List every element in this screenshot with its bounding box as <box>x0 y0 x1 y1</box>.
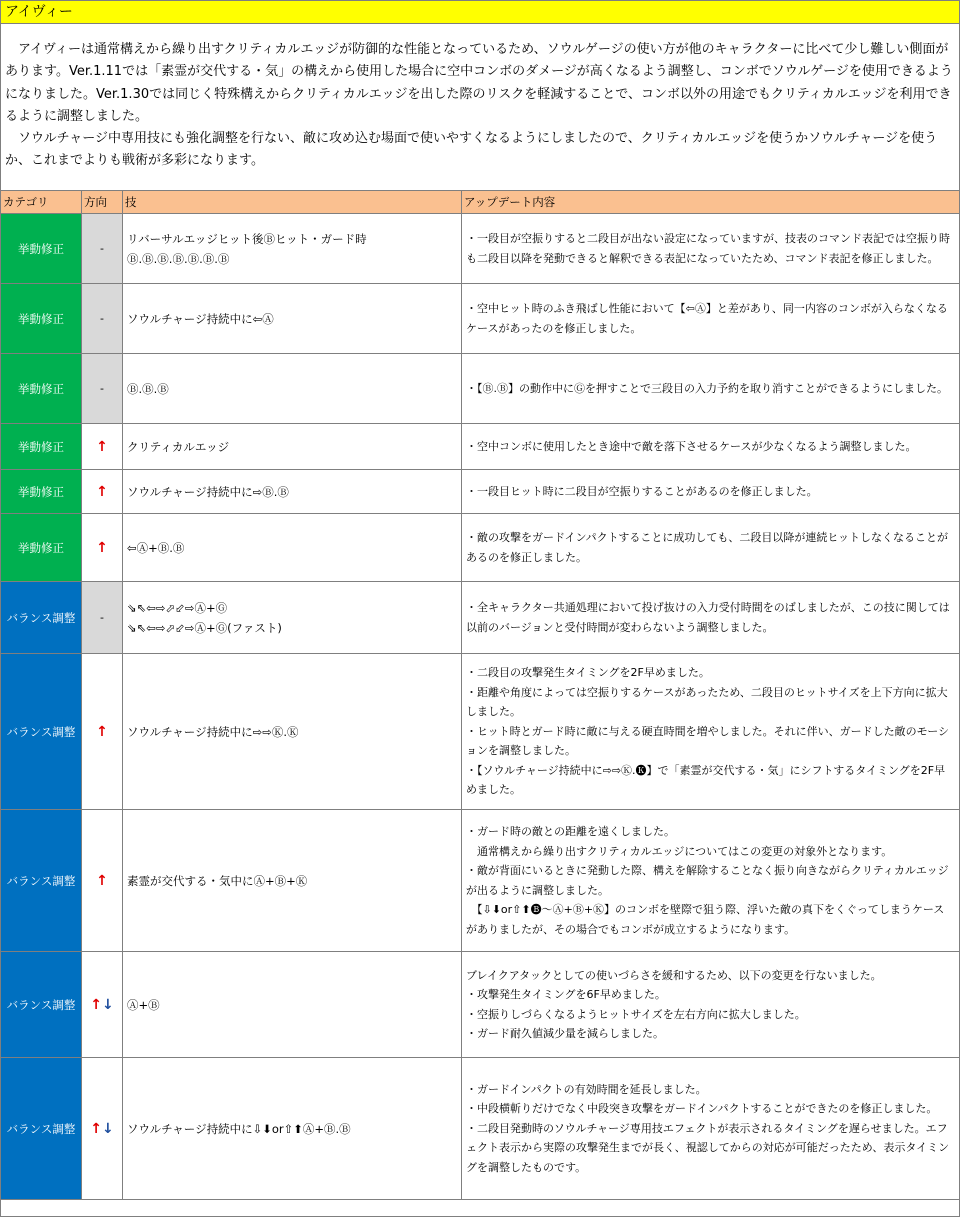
update-cell <box>462 1058 960 1200</box>
move-cell <box>123 424 462 470</box>
category-cell: バランス調整 <box>1 582 82 654</box>
update-cell <box>462 424 960 470</box>
arrow-up-icon: ↑ <box>96 872 108 889</box>
dash-icon: - <box>100 312 104 325</box>
arrow-up-icon: ↑ <box>96 483 108 500</box>
update-line: ・空中コンボに使用したとき途中で敵を落下させるケースが少なくなるよう調整しました。 <box>466 439 917 453</box>
move-line: リバーサルエッジヒット後Ⓑヒット・ガード時Ⓑ.Ⓑ.Ⓑ.Ⓑ.Ⓑ.Ⓑ.Ⓑ <box>127 231 367 266</box>
update-line: ・距離や角度によっては空振りするケースがあったため、二段目のヒットサイズを上下方向に拡大しました。 <box>466 685 948 719</box>
section-title: アイヴィー <box>1 1 959 24</box>
move-line: ソウルチャージ持続中に⇩⬇or⇧⬆Ⓐ+Ⓑ.Ⓑ <box>127 1121 351 1136</box>
move-cell <box>123 470 462 514</box>
header-direction: 方向 <box>82 191 123 214</box>
move-cell <box>123 952 462 1058</box>
update-line: ・敵が背面にいるときに発動した際、構えを解除することなく振り向きながらクリティカルエッジが出るように調整しました。 <box>466 864 949 897</box>
update-cell <box>462 284 960 354</box>
update-line: ・攻撃発生タイミングを6F早めました。 <box>466 988 666 1001</box>
move-cell <box>123 810 462 952</box>
arrow-down-icon: ↓ <box>102 996 114 1013</box>
update-line: ・ガードインパクトの有効時間を延長しました。 <box>466 1082 707 1096</box>
move-line: ソウルチャージ持続中に⇦Ⓐ <box>127 311 274 326</box>
update-line: ・敵の攻撃をガードインパクトすることに成功しても、二段目以降が連続ヒットしなくなることがあるのを修正しました。 <box>466 531 949 564</box>
direction-cell <box>82 214 123 284</box>
direction-cell <box>82 470 123 514</box>
move-cell <box>123 1058 462 1200</box>
move-line: ソウルチャージ持続中に⇨⇨Ⓚ.Ⓚ <box>127 724 299 739</box>
intro-text <box>1 24 959 189</box>
category-cell: 挙動修正 <box>1 424 82 470</box>
direction-cell <box>82 1058 123 1200</box>
move-cell <box>123 514 462 582</box>
update-line: ・ガード耐久値減少量を減らしました。 <box>466 1027 664 1040</box>
move-cell <box>123 284 462 354</box>
category-cell: 挙動修正 <box>1 470 82 514</box>
intro-paragraph-1: アイヴィーは通常構えから繰り出すクリティカルエッジが防御的な性能となっているため、ソウルゲージの使い方が他のキャラクターに比べて少し難しい側面があります。Ver.1.11では「素霊が交代する・気」の構えから使用した場合に空中コンボのダメージが高くなるよう調整し、コンボでソウルゲージを使用できるようになりました。Ver.1.30では同じく特殊構えからクリティカルエッジを出した際のリスクを軽減することで、コンボ以外の用途でもクリティカルエッジを利用できるように調整しました。 <box>5 42 953 124</box>
direction-cell <box>82 952 123 1058</box>
category-cell: バランス調整 <box>1 654 82 810</box>
move-cell <box>123 354 462 424</box>
move-line: ⇘⇖⇦⇨⬀⬃⇨Ⓐ+Ⓖ(ファスト) <box>127 620 282 635</box>
category-cell: バランス調整 <box>1 1058 82 1200</box>
table-body <box>1 214 960 1200</box>
move-line: ⇦Ⓐ+Ⓑ.Ⓑ <box>127 540 185 555</box>
update-line: ・ヒット時とガード時に敵に与える硬直時間を増やしました。それに伴い、ガードした敵のモーションを調整しました。 <box>466 724 950 758</box>
update-line: 通常構えから繰り出すクリティカルエッジについてはこの変更の対象外となります。 <box>466 844 893 858</box>
update-line: ブレイクアタックとしての使いづらさを緩和するため、以下の変更を行ないました。 <box>466 968 882 982</box>
category-cell: 挙動修正 <box>1 214 82 284</box>
table-row <box>1 214 960 284</box>
direction-cell <box>82 514 123 582</box>
update-cell <box>462 514 960 582</box>
update-line: ・中段横斬りだけでなく中段突き攻撃をガードインパクトすることができたのを修正しました。 <box>466 1102 938 1116</box>
update-line: ・【Ⓑ.Ⓑ】の動作中にⒼを押すことで三段目の入力予約を取り消すことができるようにしました。 <box>466 381 948 395</box>
move-line: Ⓐ+Ⓑ <box>127 997 160 1012</box>
update-cell <box>462 952 960 1058</box>
update-cell <box>462 582 960 654</box>
move-cell <box>123 582 462 654</box>
table-row <box>1 582 960 654</box>
update-cell <box>462 810 960 952</box>
update-line: ・一段目が空振りすると二段目が出ない設定になっていますが、技表のコマンド表記では空振り時も二段目以降を発動できると解釈できる表記になっていたため、コマンド表記を修正しました。 <box>466 232 950 265</box>
category-cell: 挙動修正 <box>1 514 82 582</box>
direction-cell <box>82 354 123 424</box>
category-cell: バランス調整 <box>1 952 82 1058</box>
header-update: アップデート内容 <box>462 191 960 214</box>
update-line: ・全キャラクター共通処理において投げ抜けの入力受付時間をのばしましたが、この技に関しては以前のバージョンと受付時間が変わらないよう調整しました。 <box>466 601 950 634</box>
table-row <box>1 952 960 1058</box>
move-line: ⇘⇖⇦⇨⬀⬃⇨Ⓐ+Ⓖ <box>127 600 228 615</box>
intro-paragraph-2: ソウルチャージ中専用技にも強化調整を行ない、敵に攻め込む場面で使いやすくなるようにしましたので、クリティカルエッジを使うかソウルチャージを使うか、これまでよりも戦術が多彩になります。 <box>5 131 938 169</box>
arrow-up-icon: ↑ <box>96 723 108 740</box>
update-table <box>0 190 960 1200</box>
move-line: クリティカルエッジ <box>127 439 230 454</box>
arrow-up-icon: ↑ <box>90 996 102 1013</box>
update-line: ・二段目の攻撃発生タイミングを2F早めました。 <box>466 666 710 680</box>
arrow-up-icon: ↑ <box>90 1120 102 1137</box>
update-cell <box>462 354 960 424</box>
update-line: 【⇩⬇or⇧⬆🅑～Ⓐ+Ⓑ+Ⓚ】のコンボを壁際で狙う際、浮いた敵の真下をくぐってしまうケースがありましたが、その場合でもコンボが成立するようになります。 <box>466 903 945 936</box>
table-row <box>1 810 960 952</box>
update-line: ・空中ヒット時のふき飛ばし性能において【⇦Ⓐ】と差があり、同一内容のコンボが入らなくなるケースがあったのを修正しました。 <box>466 302 948 335</box>
direction-cell <box>82 424 123 470</box>
arrow-up-icon: ↑ <box>96 539 108 556</box>
update-cell <box>462 654 960 810</box>
update-cell <box>462 470 960 514</box>
table-header-row <box>1 191 960 214</box>
table-row <box>1 284 960 354</box>
move-cell <box>123 214 462 284</box>
arrow-up-icon: ↑ <box>96 438 108 455</box>
move-line: Ⓑ.Ⓑ.Ⓑ <box>127 381 169 396</box>
arrow-down-icon: ↓ <box>102 1120 114 1137</box>
direction-cell <box>82 654 123 810</box>
category-cell: 挙動修正 <box>1 354 82 424</box>
table-row <box>1 1058 960 1200</box>
table-row <box>1 470 960 514</box>
update-line: ・【ソウルチャージ持続中に⇨⇨Ⓚ.🅚】で「素霊が交代する・気」にシフトするタイミングを2F早めました。 <box>466 763 946 797</box>
update-cell <box>462 214 960 284</box>
category-cell: 挙動修正 <box>1 284 82 354</box>
direction-cell <box>82 810 123 952</box>
category-cell: バランス調整 <box>1 810 82 952</box>
header-move: 技 <box>123 191 462 214</box>
update-line: ・ガード時の敵との距離を遠くしました。 <box>466 825 675 838</box>
move-cell <box>123 654 462 810</box>
dash-icon: - <box>100 242 104 255</box>
move-line: ソウルチャージ持続中に⇨Ⓑ.Ⓑ <box>127 484 289 499</box>
table-row <box>1 424 960 470</box>
table-row <box>1 514 960 582</box>
table-row <box>1 354 960 424</box>
direction-cell <box>82 284 123 354</box>
dash-icon: - <box>100 611 104 624</box>
direction-cell <box>82 582 123 654</box>
update-line: ・一段目ヒット時に二段目が空振りすることがあるのを修正しました。 <box>466 484 818 498</box>
move-line: 素霊が交代する・気中にⒶ+Ⓑ+Ⓚ <box>127 873 308 888</box>
table-row <box>1 654 960 810</box>
dash-icon: - <box>100 382 104 395</box>
update-line: ・空振りしづらくなるようヒットサイズを左右方向に拡大しました。 <box>466 1007 806 1021</box>
header-category: カテゴリ <box>1 191 82 214</box>
update-line: ・二段目発動時のソウルチャージ専用技エフェクトが表示されるタイミングを遅らせました。エフェクト表示から実際の攻撃発生までが長く、視認してからの対応が可能だったため、表示タイミングを調整したものです。 <box>466 1121 950 1174</box>
